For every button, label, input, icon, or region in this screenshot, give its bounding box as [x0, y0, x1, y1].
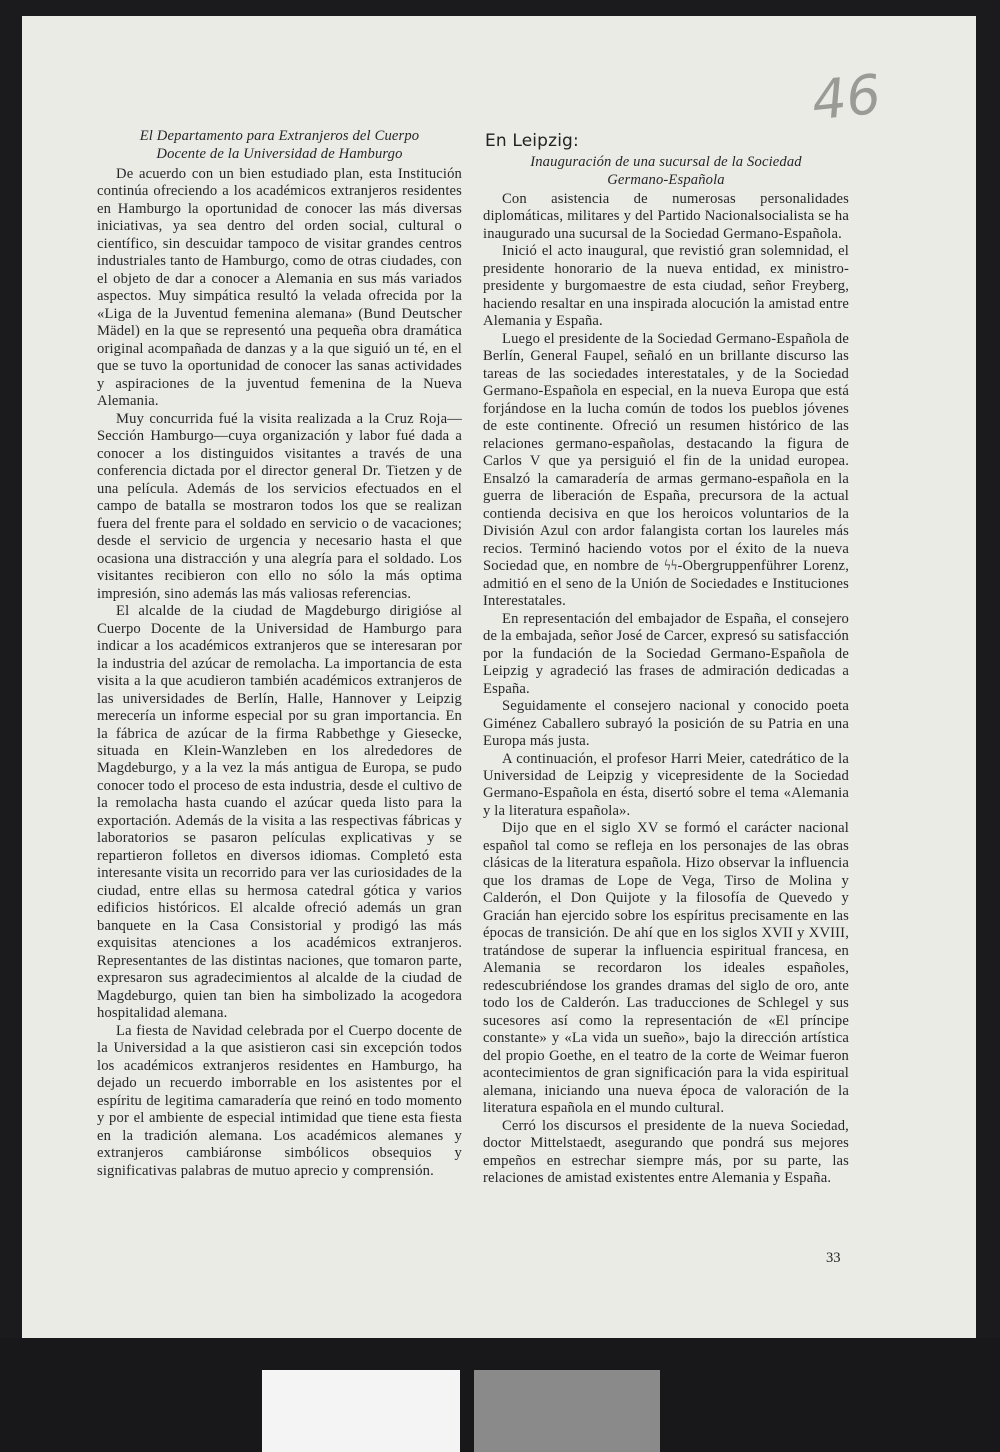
paragraph: En representación del embajador de España, el consejero de la embajada, señor José de Carcer, expresó su satisfacción por la fundación de la Sociedad Germano-Española de Leipzig y agradeció las frases de admiración dedicadas a España. — [483, 610, 849, 697]
section-heading-leipzig — [483, 154, 849, 189]
handwritten-page-number: 46 — [808, 62, 884, 133]
paragraph: Luego el presidente de la Sociedad Germano-Española de Berlín, General Faupel, señaló en un brillante discurso las tareas de las sociedades interestatales, y de la Sociedad Germano-Española en especial, en la nueva Europa que está forjándose en la lucha común de todos los pueblos jóvenes de este continente. Ofreció un resumen histórico de las relaciones germano-españolas, destacando la figura de Carlos V que ya persiguió el fin de la unidad europea. Ensalzó la camaradería de armas germano-española en la guerra de liberación de España, precursora de la actual contienda decisiva en que los heroicos voluntarios de la División Azul con ardor falangista cortan los laureles más recios. Terminó haciendo votos por el éxito de la nueva Sociedad que, en nombre de ϟϟ-Obergruppenführer Lorenz, admitió en el seno de la Unión de Sociedades e Instituciones Interestatales. — [483, 330, 849, 610]
paragraph: Con asistencia de numerosas personalidades diplomáticas, militares y del Partido Nacionalsocialista se ha inaugurado una sucursal de la Sociedad Germano-Española. — [483, 191, 849, 242]
paragraph: Seguidamente el consejero nacional y conocido poeta Giménez Caballero subrayó la posición de su Patria en una Europa más justa. — [483, 698, 849, 750]
paragraph: Inició el acto inaugural, que revistió gran solemnidad, el presidente honorario de la nueva entidad, ex ministro-presidente y burgomaestre de esta ciudad, señor Freyberg, haciendo resaltar en una inspirada alocución la amistad entre Alemania y España. — [483, 243, 849, 330]
section-heading-line: Docente de la Universidad de Hamburgo — [156, 145, 403, 162]
paragraph: Dijo que en el siglo XV se formó el carácter nacional español tal como se refleja en los personajes de las obras clásicas de la literatura española. Hizo observar la influencia que los dramas de Lope de Vega, Tirso de Molina y Calderón, el Don Quijote y la filosofía de Quevedo y Gracián han ejercido sobre los espíritus precisamente en las épocas de transición. De ahí que en los siglos XVII y XVIII, tratándose de superar la influencia espiritual francesa, en Alemania se recordaron los ideales españoles, redescubriéndose los grandes dramas del siglo de oro, ante todo los de Calderón. Las traducciones de Schlegel y sus sucesores así como la representación de «El príncipe constante» y «La vida un sueño», bajo la dirección artística del propio Goethe, en el teatro de la corte de Weimar fueron acontecimientos de gran significación para la vida espiritual alemana, iniciando una nueva época de valoración de la literatura española en el mundo cultural. — [483, 820, 849, 1117]
paragraph: De acuerdo con un bien estudiado plan, esta Institución continúa ofreciendo a los académicos extranjeros residentes en Hamburgo la oportunidad de conocer las más diversas iniciativas, ya sea dentro del orden social, cultural o científico, sin descuidar tampoco de visitar grandes centros industriales tanto de Hamburgo, como de otras ciudades, con el objeto de dar a conocer a Alemania en sus más variados aspectos. Muy simpática resultó la velada ofrecida por la «Liga de la Juventud femenina alemana» (Bund Deutscher Mädel) en la que se representó una pequeña obra dramática original acompañada de danzas y a la que siguió un té, en el que se tuvo la oportunidad de conocer las sanas actividades y aspiraciones de la juventud femenina de la Nueva Alemania. — [97, 166, 462, 410]
left-column — [97, 128, 462, 1180]
page-number: 33 — [826, 1250, 841, 1266]
section-heading-line: El Departamento para Extranjeros del Cuerpo — [139, 128, 420, 144]
white-calibration-swatch — [262, 1370, 460, 1452]
paragraph: El alcalde de la ciudad de Magdeburgo dirigióse al Cuerpo Docente de la Universidad de Hamburgo para indicar a los académicos extranjeros que se interesaran por la industria del azúcar de remolacha. La importancia de esta visita a la que acudieron también académicos extranjeros de las universidades de Berlín, Halle, Hannover y Leipzig merecería un informe especial por su gran importancia. En la fábrica de azúcar de la firma Rabbethge y Giesecke, situada en Klein-Wanzleben en los alrededores de Magdeburgo, y a la vez la más antigua de Europa, se pudo conocer todo el proceso de esta industria, desde el cultivo de la remolacha hasta cuando el azúcar queda listo para la exportación. Además de la visita a las respectivas fábricas y laboratorios se pasaron películas explicativas y se repartieron folletos en diversos idiomas. Completó esta interesante visita un recorrido para ver las curiosidades de la ciudad, entre ellas su hermosa catedral gótica y varios edificios históricos. El alcalde ofreció además un gran banquete en la Casa Consistorial y prodigó las más exquisitas atenciones a los académicos extranjeros. Representantes de las distintas naciones, que tomaron parte, expresaron sus agradecimientos al alcalde de la ciudad de Magdeburgo, quien tan bien ha simbolizado la acogedora hospitalidad alemana. — [97, 603, 462, 1022]
right-column — [483, 128, 849, 1188]
paragraph: Cerró los discursos el presidente de la nueva Sociedad, doctor Mittelstaedt, asegurando que pondrá sus mejores empeños en estrechar siempre más, por su parte, las relaciones de amistad existentes entre Alemania y España. — [483, 1117, 849, 1187]
gray-calibration-swatch — [474, 1370, 660, 1452]
paragraph: La fiesta de Navidad celebrada por el Cuerpo docente de la Universidad a la que asistieron casi sin excepción todos los académicos extranjeros residentes en Hamburgo, ha dejado un recuerdo imborrable en los asistentes por el espíritu de legitima camaradería que reinó en todo momento y por el ambiente de especial intimidad que tiene esta fiesta en la tradición alemana. Los académicos alemanes y extranjeros cambiáronse simbólicos obsequios y significativas palabras de mutuo aprecio y comprensión. — [97, 1022, 462, 1179]
paragraph: A continuación, el profesor Harri Meier, catedrático de la Universidad de Leipzig y vicepresidente de la Sociedad Germano-Española en ésta, disertó sobre el tema «Alemania y la literatura española». — [483, 750, 849, 819]
section-heading-hamburg — [97, 128, 462, 163]
locale-heading: En Leipzig: — [485, 131, 579, 151]
paragraph: Muy concurrida fué la visita realizada a la Cruz Roja—Sección Hamburgo—cuya organización y labor fué dada a conocer a los distinguidos visitantes a través de una conferencia dictada por el director general Dr. Tietzen y de una película. Además de los servicios efectuados en el campo de batalla se mostraron todos los que se realizan fuera del frente para el soldado en servicio o de vacaciones; desde el servicio de urgencia y necesario hasta el que ocasiona una distracción y una alegría para el soldado. Los visitantes recibieron con ello no sólo la más optima impresión, sino además las más valiosas referencias. — [97, 410, 462, 602]
section-heading-line: Germano-Española — [607, 171, 725, 188]
section-heading-line: Inauguración de una sucursal de la Sociedad — [530, 154, 802, 170]
